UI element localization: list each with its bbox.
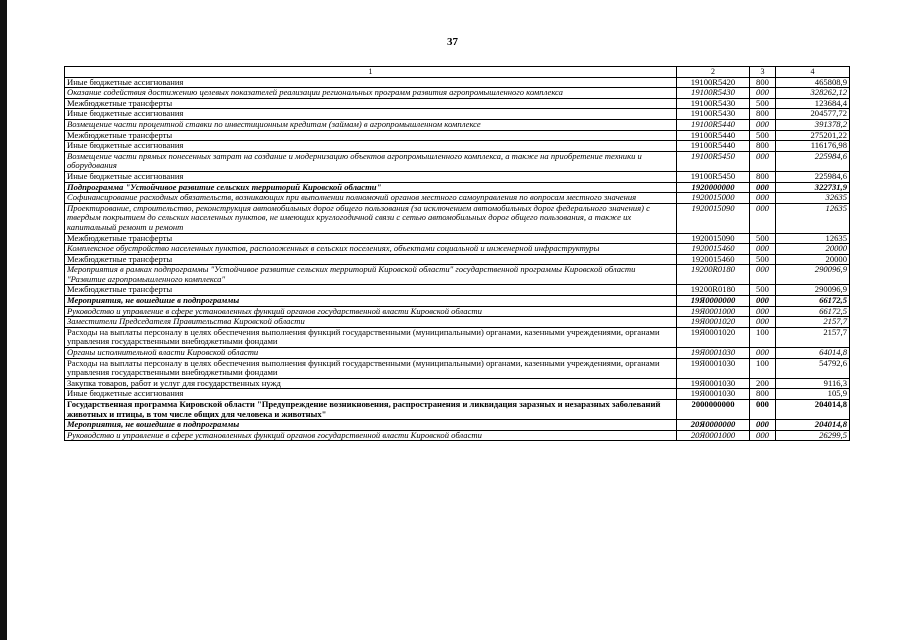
row-code-cell: 19100R5430 [677, 98, 750, 109]
row-sum-cell: 465808,9 [776, 77, 850, 88]
row-type-cell: 000 [750, 430, 776, 441]
row-sum-cell: 54792,6 [776, 358, 850, 378]
row-code-cell: 19Я0001030 [677, 378, 750, 389]
row-type-cell: 000 [750, 420, 776, 431]
row-sum-cell: 26299,5 [776, 430, 850, 441]
table-row [65, 203, 850, 233]
row-code-cell: 19Я0001030 [677, 389, 750, 400]
page-number: 37 [447, 36, 458, 48]
row-sum-cell: 105,9 [776, 389, 850, 400]
row-code-cell: 1920000000 [677, 182, 750, 193]
row-code-cell: 19100R5430 [677, 109, 750, 120]
row-sum-cell: 66172,5 [776, 296, 850, 307]
row-name-cell: Расходы на выплаты персоналу в целях обеспечения выполнения функций государственными (муниципальными) органами, казенными учреждениями, органами управления государственными внебюджетными фондами [65, 358, 677, 378]
row-code-cell: 19100R5440 [677, 119, 750, 130]
table-body [65, 77, 850, 441]
table-row [65, 430, 850, 441]
header-col-2: 2 [677, 67, 750, 78]
row-type-cell: 000 [750, 400, 776, 420]
row-sum-cell: 328262,12 [776, 88, 850, 99]
row-sum-cell: 225984,6 [776, 171, 850, 182]
row-name-cell: Межбюджетные трансферты [65, 285, 677, 296]
table-row [65, 358, 850, 378]
row-sum-cell: 12635 [776, 203, 850, 233]
row-type-cell: 500 [750, 254, 776, 265]
row-code-cell: 20Я0001000 [677, 430, 750, 441]
table-row [65, 141, 850, 152]
row-type-cell: 100 [750, 358, 776, 378]
row-code-cell: 19Я0001030 [677, 358, 750, 378]
row-type-cell: 000 [750, 317, 776, 328]
row-type-cell: 800 [750, 109, 776, 120]
row-sum-cell: 20000 [776, 254, 850, 265]
table-row [65, 88, 850, 99]
row-code-cell: 19100R5420 [677, 77, 750, 88]
row-sum-cell: 32635 [776, 193, 850, 204]
row-name-cell: Подпрограмма "Устойчивое развитие сельских территорий Кировской области" [65, 182, 677, 193]
row-name-cell: Межбюджетные трансферты [65, 254, 677, 265]
row-name-cell: Заместители Председателя Правительства Кировской области [65, 317, 677, 328]
row-type-cell: 000 [750, 203, 776, 233]
row-code-cell: 1920015460 [677, 244, 750, 255]
row-code-cell: 19Я0001030 [677, 348, 750, 359]
table-row [65, 327, 850, 347]
row-type-cell: 500 [750, 98, 776, 109]
row-type-cell: 800 [750, 171, 776, 182]
row-name-cell: Софинансирование расходных обязательств, возникающих при выполнении полномочий органов местного самоуправления по вопросам местного значения [65, 193, 677, 204]
row-code-cell: 20Я0000000 [677, 420, 750, 431]
header-col-4: 4 [776, 67, 850, 78]
table-row [65, 119, 850, 130]
row-code-cell: 2000000000 [677, 400, 750, 420]
row-type-cell: 000 [750, 193, 776, 204]
table-row [65, 317, 850, 328]
row-name-cell: Иные бюджетные ассигнования [65, 77, 677, 88]
row-code-cell: 19100R5440 [677, 130, 750, 141]
table-row [65, 400, 850, 420]
row-name-cell: Оказание содействия достижению целевых показателей реализации региональных программ развития агропромышленного комплекса [65, 88, 677, 99]
row-code-cell: 19Я0001020 [677, 327, 750, 347]
row-sum-cell: 66172,5 [776, 306, 850, 317]
row-sum-cell: 9116,3 [776, 378, 850, 389]
row-name-cell: Возмещение части процентной ставки по инвестиционным кредитам (займам) в агропромышленном комплексе [65, 119, 677, 130]
table-row [65, 109, 850, 120]
row-name-cell: Мероприятия в рамках подпрограммы "Устойчивое развитие сельских территорий Кировской области" государственной программы Кировской области "Развитие агропромышленного комплекса" [65, 265, 677, 285]
row-sum-cell: 2157,7 [776, 327, 850, 347]
row-type-cell: 000 [750, 182, 776, 193]
row-name-cell: Иные бюджетные ассигнования [65, 389, 677, 400]
row-sum-cell: 290096,9 [776, 265, 850, 285]
row-name-cell: Мероприятия, не вошедшие в подпрограммы [65, 420, 677, 431]
row-type-cell: 800 [750, 141, 776, 152]
table-row [65, 285, 850, 296]
row-type-cell: 000 [750, 244, 776, 255]
table-row [65, 420, 850, 431]
row-name-cell: Комплексное обустройство населенных пунктов, расположенных в сельских поселениях, объектами социальной и инженерной инфраструктуры [65, 244, 677, 255]
row-type-cell: 000 [750, 151, 776, 171]
row-name-cell: Закупка товаров, работ и услуг для государственных нужд [65, 378, 677, 389]
row-name-cell: Органы исполнительной власти Кировской области [65, 348, 677, 359]
table-row [65, 378, 850, 389]
row-name-cell: Проектирование, строительство, реконструкция автомобильных дорог общего пользования (за исключением автомобильных дорог федерального значения) с твердым покрытием до сельских населенных пунктов, не имеющих круглогодичной связи с сетью автомобильных дорог общего пользования, а также их капитальный ремонт и ремонт [65, 203, 677, 233]
row-sum-cell: 116176,98 [776, 141, 850, 152]
row-name-cell: Иные бюджетные ассигнования [65, 171, 677, 182]
table-row [65, 171, 850, 182]
row-code-cell: 19100R5450 [677, 151, 750, 171]
table-row [65, 77, 850, 88]
row-code-cell: 19Я0000000 [677, 296, 750, 307]
row-sum-cell: 2157,7 [776, 317, 850, 328]
row-type-cell: 000 [750, 265, 776, 285]
row-sum-cell: 123684,4 [776, 98, 850, 109]
row-type-cell: 500 [750, 130, 776, 141]
header-col-1: 1 [65, 67, 677, 78]
table-row [65, 254, 850, 265]
row-code-cell: 19100R5430 [677, 88, 750, 99]
row-name-cell: Межбюджетные трансферты [65, 130, 677, 141]
row-code-cell: 1920015460 [677, 254, 750, 265]
budget-table [64, 66, 850, 441]
row-type-cell: 500 [750, 285, 776, 296]
table-header-row [65, 67, 850, 78]
scan-edge-bar [0, 0, 7, 640]
row-name-cell: Межбюджетные трансферты [65, 98, 677, 109]
row-name-cell: Руководство и управление в сфере установленных функций органов государственной власти Кировской области [65, 430, 677, 441]
row-type-cell: 000 [750, 296, 776, 307]
row-name-cell: Иные бюджетные ассигнования [65, 109, 677, 120]
table-row [65, 306, 850, 317]
row-name-cell: Межбюджетные трансферты [65, 233, 677, 244]
row-name-cell: Возмещение части прямых понесенных затрат на создание и модернизацию объектов агропромышленного комплекса, а также на приобретение техники и оборудования [65, 151, 677, 171]
row-type-cell: 000 [750, 88, 776, 99]
table-row [65, 182, 850, 193]
row-code-cell: 1920015000 [677, 193, 750, 204]
row-sum-cell: 12635 [776, 233, 850, 244]
row-sum-cell: 322731,9 [776, 182, 850, 193]
row-type-cell: 000 [750, 306, 776, 317]
table-row [65, 265, 850, 285]
row-code-cell: 19100R5440 [677, 141, 750, 152]
table-row [65, 193, 850, 204]
table-row [65, 98, 850, 109]
table-row [65, 233, 850, 244]
row-sum-cell: 204577,72 [776, 109, 850, 120]
row-name-cell: Государственная программа Кировской области "Предупреждение возникновения, распространения и ликвидация заразных и незаразных заболеваний животных и птицы, в том числе общих для человека и животных" [65, 400, 677, 420]
row-type-cell: 000 [750, 119, 776, 130]
row-code-cell: 1920015090 [677, 233, 750, 244]
row-name-cell: Иные бюджетные ассигнования [65, 141, 677, 152]
row-type-cell: 800 [750, 77, 776, 88]
row-code-cell: 19Я0001020 [677, 317, 750, 328]
row-type-cell: 000 [750, 348, 776, 359]
row-code-cell: 1920015090 [677, 203, 750, 233]
row-sum-cell: 225984,6 [776, 151, 850, 171]
row-type-cell: 200 [750, 378, 776, 389]
table-row [65, 389, 850, 400]
row-sum-cell: 64014,8 [776, 348, 850, 359]
table-row [65, 130, 850, 141]
table-row [65, 151, 850, 171]
table-row [65, 296, 850, 307]
row-code-cell: 19200R0180 [677, 285, 750, 296]
row-type-cell: 500 [750, 233, 776, 244]
row-sum-cell: 20000 [776, 244, 850, 255]
table-row [65, 244, 850, 255]
row-sum-cell: 204014,8 [776, 400, 850, 420]
row-code-cell: 19100R5450 [677, 171, 750, 182]
row-sum-cell: 204014,8 [776, 420, 850, 431]
row-type-cell: 800 [750, 389, 776, 400]
row-name-cell: Расходы на выплаты персоналу в целях обеспечения выполнения функций государственными (муниципальными) органами, казенными учреждениями, органами управления государственными внебюджетными фондами [65, 327, 677, 347]
row-name-cell: Руководство и управление в сфере установленных функций органов государственной власти Кировской области [65, 306, 677, 317]
table-row [65, 348, 850, 359]
row-sum-cell: 391378,2 [776, 119, 850, 130]
row-name-cell: Мероприятия, не вошедшие в подпрограммы [65, 296, 677, 307]
row-sum-cell: 290096,9 [776, 285, 850, 296]
row-code-cell: 19200R0180 [677, 265, 750, 285]
row-sum-cell: 275201,22 [776, 130, 850, 141]
row-code-cell: 19Я0001000 [677, 306, 750, 317]
header-col-3: 3 [750, 67, 776, 78]
row-type-cell: 100 [750, 327, 776, 347]
